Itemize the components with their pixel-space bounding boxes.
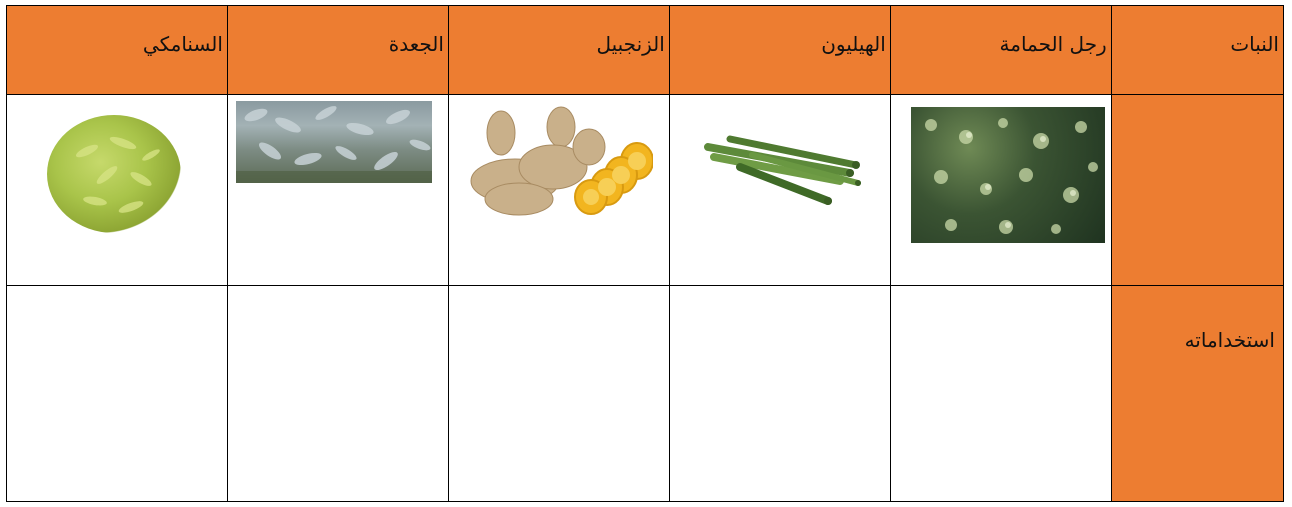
plant-image-cell (890, 95, 1111, 286)
plants-table (6, 5, 1284, 502)
row-label-plant-cell (1111, 6, 1283, 95)
row-label-image-cell (1111, 95, 1283, 286)
plant-name: الجعدة (388, 32, 444, 56)
row-label-uses: استخداماته (1184, 328, 1275, 352)
uses-row (7, 286, 1284, 502)
row-label-plant: النبات (1230, 32, 1279, 56)
plant-name: الزنجبيل (596, 32, 665, 56)
plant-image-cell (7, 95, 228, 286)
image-row (7, 95, 1284, 286)
plant-name-cell (7, 6, 228, 95)
plant-name: السنامكي (142, 32, 223, 56)
plant-name: الهيليون (821, 32, 886, 56)
plant-image-cell (669, 95, 890, 286)
jaada-plant-image (236, 101, 432, 183)
uses-cell[interactable] (890, 286, 1111, 502)
uses-cell[interactable] (7, 286, 228, 502)
plant-image-cell (448, 95, 669, 286)
plant-name-cell (669, 6, 890, 95)
row-label-uses-cell (1111, 286, 1283, 502)
plant-name-cell (227, 6, 448, 95)
uses-cell[interactable] (227, 286, 448, 502)
header-row (7, 6, 1284, 95)
asparagus-image (700, 129, 864, 211)
senna-leaves-image (47, 115, 181, 233)
plants-table-container (6, 5, 1284, 500)
plant-name-cell (890, 6, 1111, 95)
ginger-image (461, 105, 653, 221)
rijl-al-hamama-plant-image (911, 107, 1105, 243)
plant-name-cell (448, 6, 669, 95)
plant-image-cell (227, 95, 448, 286)
plant-name: رجل الحمامة (999, 32, 1107, 56)
uses-cell[interactable] (448, 286, 669, 502)
uses-cell[interactable] (669, 286, 890, 502)
